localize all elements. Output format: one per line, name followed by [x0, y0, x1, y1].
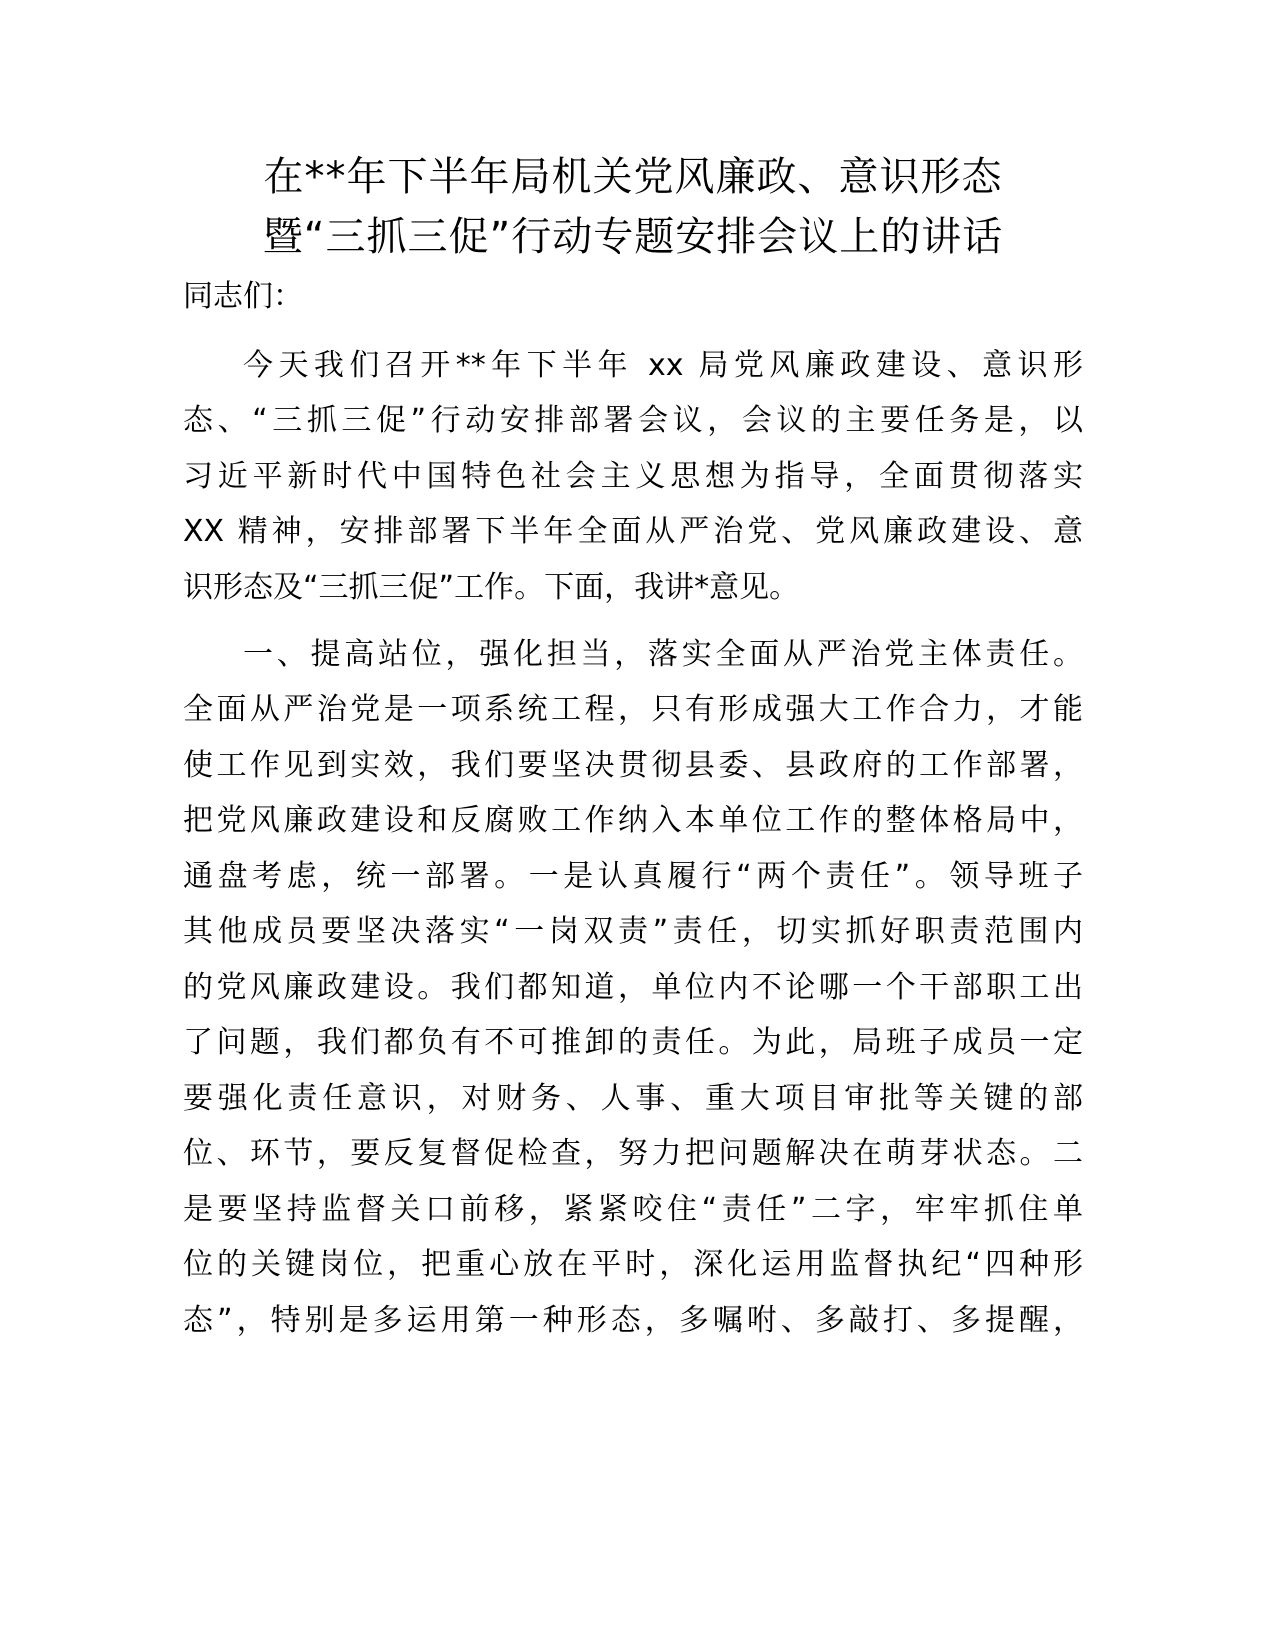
paragraph-2-line-7: 的党风廉政建设。我们都知道，单位内不论哪一个干部职工出 — [183, 970, 1083, 1005]
paragraph-2-line-1: 一、提高站位，强化担当，落实全面从严治党主体责任。 — [243, 637, 1083, 672]
paragraph-2-line-2: 全面从严治党是一项系统工程，只有形成强大工作合力，才能 — [183, 692, 1083, 727]
salutation: 同志们： — [183, 279, 303, 314]
paragraph-2-line-9: 要强化责任意识，对财务、人事、重大项目审批等关键的部 — [183, 1081, 1083, 1116]
paragraph-1-line-3: 习近平新时代中国特色社会主义思想为指导，全面贯彻落实 — [183, 459, 1083, 494]
paragraph-1-line-1: 今天我们召开**年下半年 xx 局党风廉政建设、意识形 — [243, 348, 1083, 383]
paragraph-2-line-8: 了问题，我们都负有不可推卸的责任。为此，局班子成员一定 — [183, 1025, 1083, 1060]
paragraph-2-line-11: 是要坚持监督关口前移，紧紧咬住“责任”二字，牢牢抓住单 — [183, 1192, 1083, 1227]
paragraph-2-line-10: 位、环节，要反复督促检查，努力把问题解决在萌芽状态。二 — [183, 1136, 1083, 1171]
paragraph-1-line-2: 态、“三抓三促”行动安排部署会议，会议的主要任务是，以 — [183, 403, 1083, 438]
paragraph-2-line-6: 其他成员要坚决落实“一岗双责”责任，切实抓好职责范围内 — [183, 914, 1083, 949]
paragraph-1-line-4: XX 精神，安排部署下半年全面从严治党、党风廉政建设、意 — [183, 514, 1083, 549]
paragraph-2-line-5: 通盘考虑，统一部署。一是认真履行“两个责任”。领导班子 — [183, 859, 1083, 894]
paragraph-1-line-5: 识形态及“三抓三促”工作。下面，我讲*意见。 — [183, 570, 800, 605]
paragraph-2-line-3: 使工作见到实效，我们要坚决贯彻县委、县政府的工作部署， — [183, 748, 1083, 783]
paragraph-2-line-13: 态”，特别是多运用第一种形态，多嘱咐、多敲打、多提醒， — [183, 1303, 1083, 1338]
paragraph-2-line-12: 位的关键岗位，把重心放在平时，深化运用监督执纪“四种形 — [183, 1247, 1083, 1282]
document-title-line-2: 暨“三抓三促”行动专题安排会议上的讲话 — [262, 214, 1004, 260]
document-title-line-1: 在**年下半年局机关党风廉政、意识形态 — [263, 154, 1003, 200]
paragraph-2-line-4: 把党风廉政建设和反腐败工作纳入本单位工作的整体格局中， — [183, 803, 1083, 838]
